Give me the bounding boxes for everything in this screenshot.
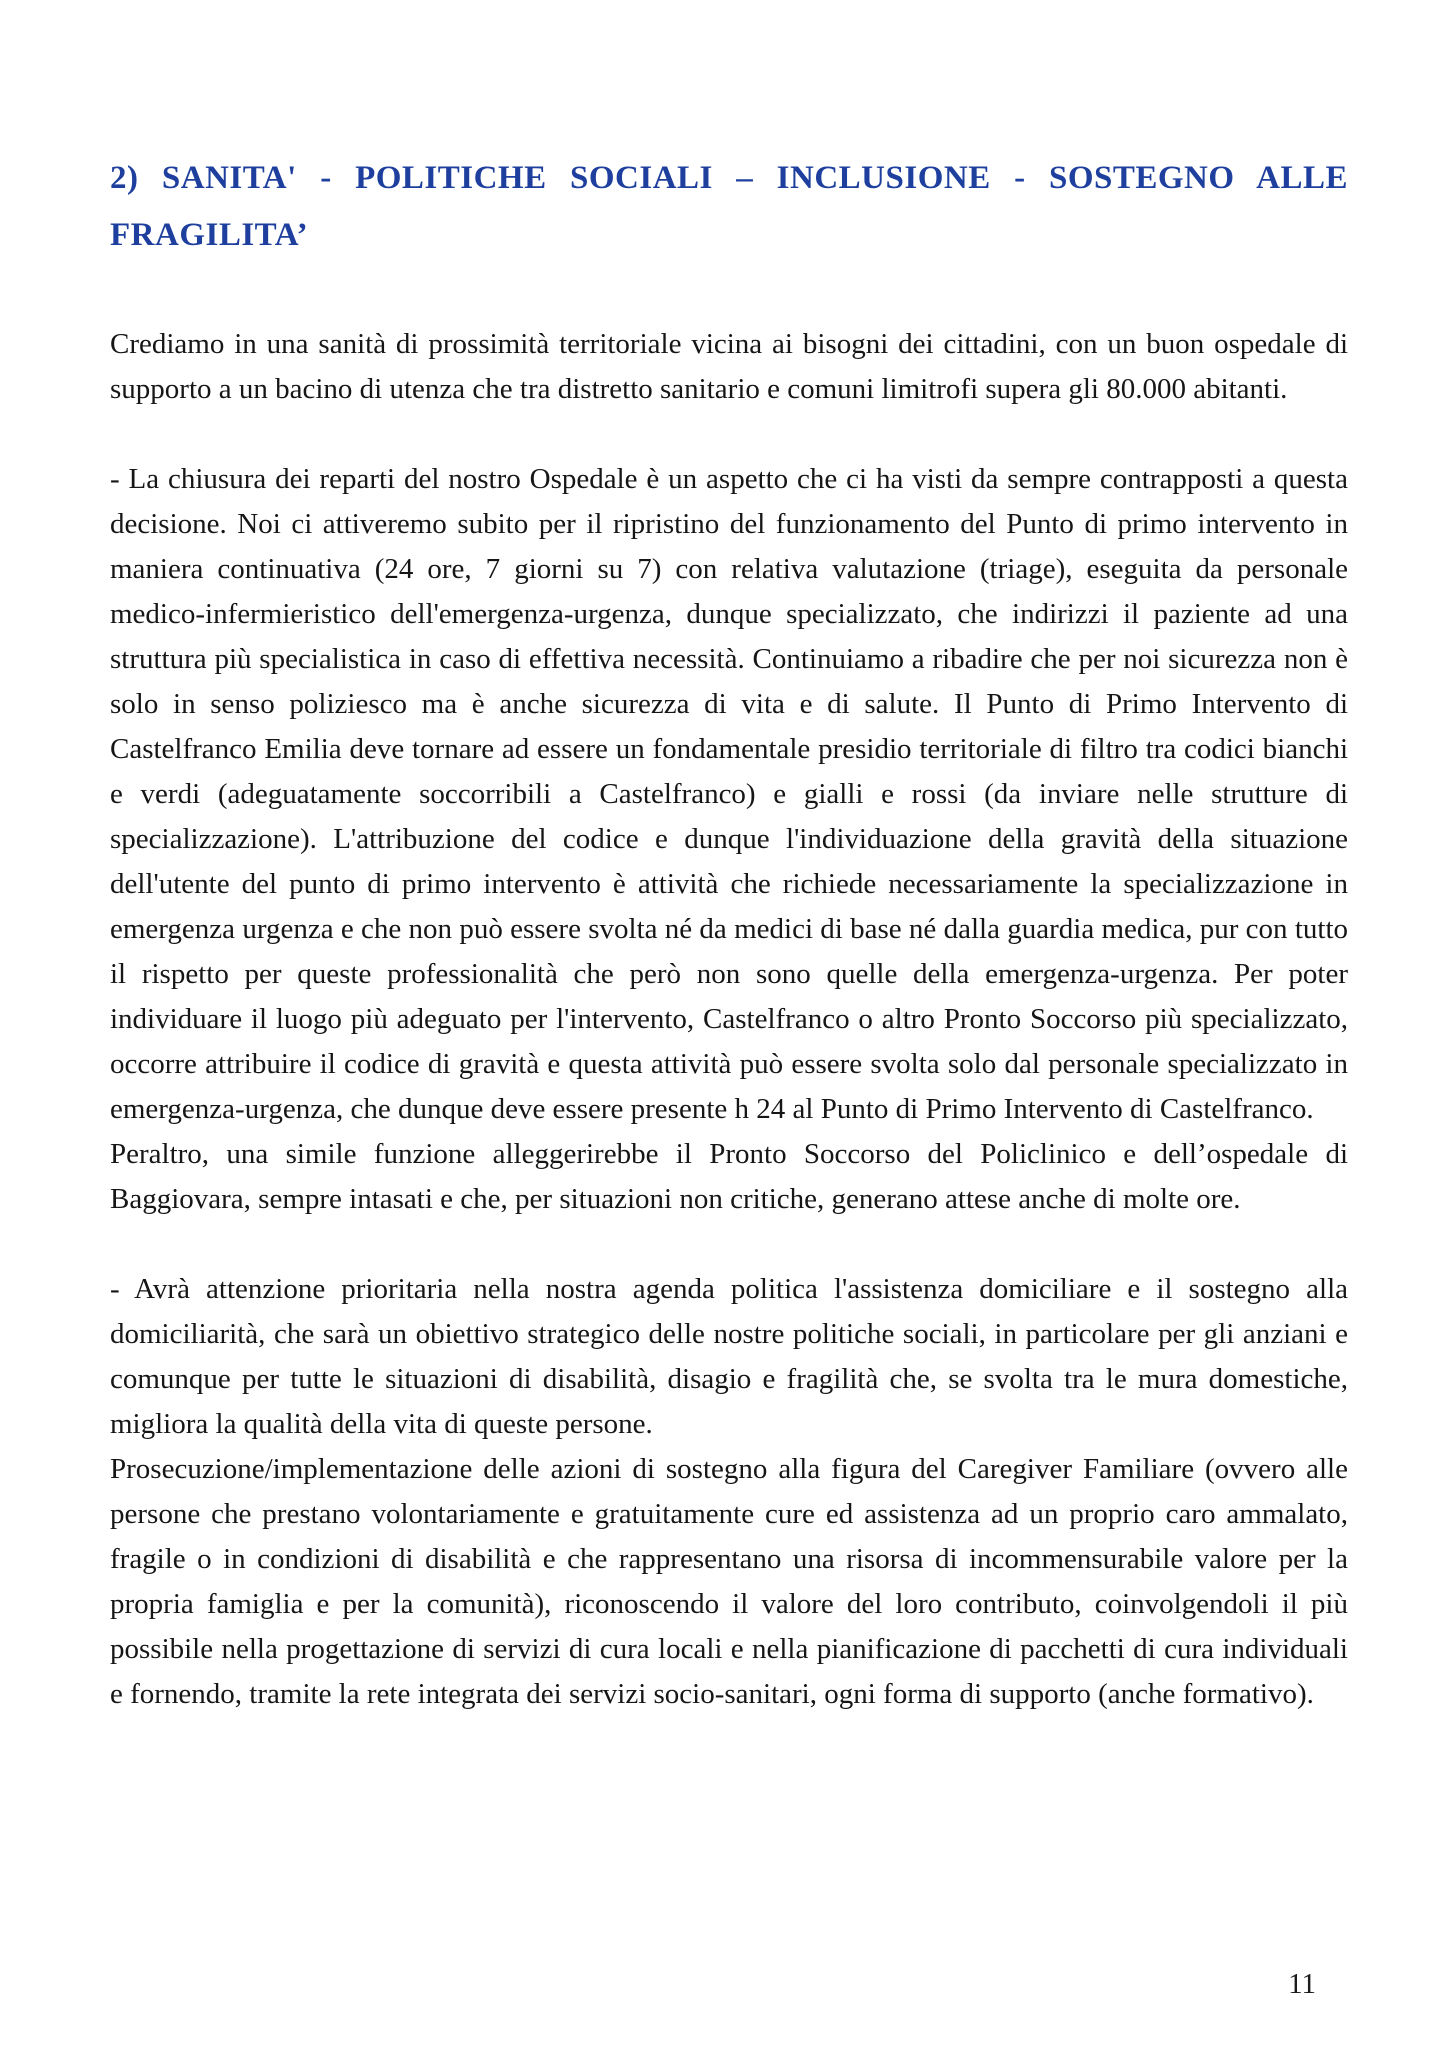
- section-heading: 2) SANITA' - POLITICHE SOCIALI – INCLUSIONE - SOSTEGNO ALLE FRAGILITA’: [110, 160, 1348, 253]
- page-number: 11: [1288, 1968, 1316, 2000]
- text-block: [110, 150, 1348, 1717]
- paragraph-assistenza-domiciliare: - Avrà attenzione prioritaria nella nostra agenda politica l'assistenza domiciliare e il sostegno alla domiciliarità, che sarà un obiettivo strategico delle nostre politiche sociali, in particolare per gli anziani e comunque per tutte le situazioni di disabilità, disagio e fragilità che, se svolta tra le mura domestiche, migliora la qualità della vita di queste persone.: [110, 1273, 1348, 1440]
- paragraph-intro: Crediamo in una sanità di prossimità territoriale vicina ai bisogni dei cittadini, con un buon ospedale di supporto a un bacino di utenza che tra distretto sanitario e comuni limitrofi supera gli 80.000 abitanti.: [110, 328, 1348, 405]
- paragraph-peraltro: Peraltro, una simile funzione alleggerirebbe il Pronto Soccorso del Policlinico e dell’ospedale di Baggiovara, sempre intasati e che, per situazioni non critiche, generano attese anche di molte ore.: [110, 1138, 1348, 1215]
- paragraph-caregiver-familiare: Prosecuzione/implementazione delle azioni di sostegno alla figura del Caregiver Familiare (ovvero alle persone che prestano volontariamente e gratuitamente cure ed assistenza ad un proprio caro ammalato, fragile o in condizioni di disabilità e che rappresentano una risorsa di incommensurabile valore per la propria famiglia e per la comunità), riconoscendo il valore del loro contributo, coinvolgendoli il più possibile nella progettazione di servizi di cura locali e nella pianificazione di pacchetti di cura individuali e fornendo, tramite la rete integrata dei servizi socio-sanitari, ogni forma di supporto (anche formativo).: [110, 1453, 1348, 1710]
- paragraph-punto-primo-intervento: - La chiusura dei reparti del nostro Ospedale è un aspetto che ci ha visti da sempre contrapposti a questa decisione. Noi ci attiveremo subito per il ripristino del funzionamento del Punto di primo intervento in maniera continuativa (24 ore, 7 giorni su 7) con relativa valutazione (triage), eseguita da personale medico-infermieristico dell'emergenza-urgenza, dunque specializzato, che indirizzi il paziente ad una struttura più specialistica in caso di effettiva necessità. Continuiamo a ribadire che per noi sicurezza non è solo in senso poliziesco ma è anche sicurezza di vita e di salute. Il Punto di Primo Intervento di Castelfranco Emilia deve tornare ad essere un fondamentale presidio territoriale di filtro tra codici bianchi e verdi (adeguatamente soccorribili a Castelfranco) e gialli e rossi (da inviare nelle strutture di specializzazione). L'attribuzione del codice e dunque l'individuazione della gravità della situazione dell'utente del punto di primo intervento è attività che richiede necessariamente la specializzazione in emergenza urgenza e che non può essere svolta né da medici di base né dalla guardia medica, pur con tutto il rispetto per queste professionalità che però non sono quelle della emergenza-urgenza. Per poter individuare il luogo più adeguato per l'intervento, Castelfranco o altro Pronto Soccorso più specializzato, occorre attribuire il codice di gravità e questa attività può essere svolta solo dal personale specializzato in emergenza-urgenza, che dunque deve essere presente h 24 al Punto di Primo Intervento di Castelfranco.: [110, 463, 1348, 1125]
